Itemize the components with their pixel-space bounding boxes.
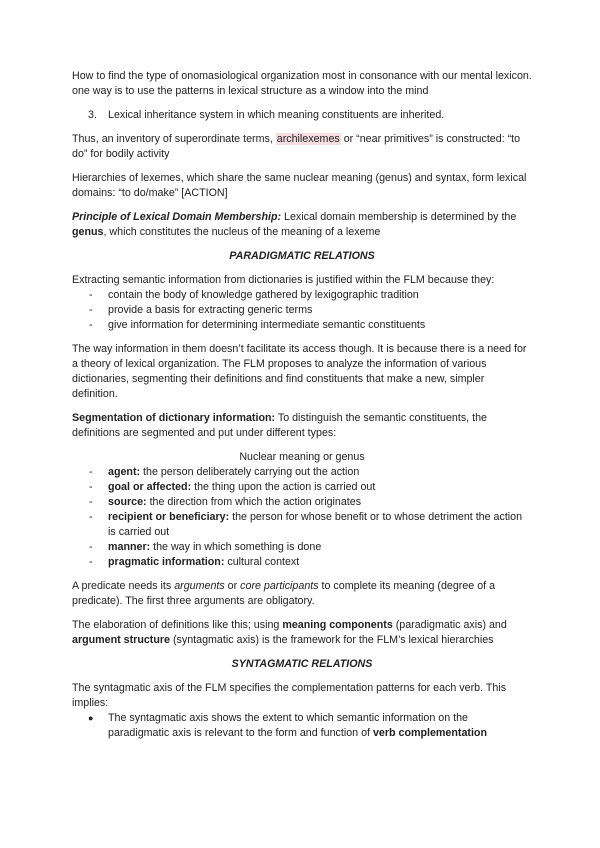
dash-marker: - [89,496,93,508]
syntagmatic-paragraph: The syntagmatic axis of the FLM specifies the complementation patterns for each verb. This implies: [72,682,507,709]
constituent-term: manner: [108,541,151,553]
document-body [72,69,532,741]
constituent-description: cultural context [224,556,300,568]
text-run: To distinguish the semantic constituents, the definitions are segmented and put under different types: [72,412,487,439]
constituent-term: source: [108,496,147,508]
segmentation-paragraph [72,411,532,441]
constituent-description: the direction from which the action originates [146,496,362,508]
text-run: , which constitutes the nucleus of the meaning of a lexeme [103,226,381,238]
constituent-term: agent: [108,466,141,478]
numbered-item [72,108,532,123]
dash-marker: - [89,511,93,523]
bullet-marker: ● [88,713,94,723]
constituent-description: the person deliberately carrying out the action [140,466,360,478]
archilexemes-paragraph [72,132,532,162]
list-item [72,318,532,333]
nuclear-meaning-line: Nuclear meaning or genus [239,451,365,463]
list-item-text: provide a basis for extracting generic terms [108,304,313,316]
syntagmatic-bullet-list [72,711,532,741]
dash-marker: - [89,304,93,316]
text-run: (paradigmatic axis) and [392,619,507,631]
constituent-types-list [72,465,532,570]
text-run: Thus, an inventory of superordinate terms, [72,133,276,145]
list-item [72,288,532,303]
list-item [72,303,532,318]
list-item-text: contain the body of knowledge gathered by lexigographic tradition [108,289,419,301]
text-run: The elaboration of definitions like this; using [72,619,283,631]
dash-marker: - [89,481,93,493]
constituent-term: goal or affected: [108,481,192,493]
text-run: or “near primitives” is constructed: “to do” for bodily activity [72,133,521,160]
information-access-paragraph: The way information in them doesn’t facilitate its access though. It is because there is a need for a theory of lexical organization. The FLM proposes to analyze the information of various dictionaries, segmenting their definitions and find constituents that make a new, simpler definition. [72,343,527,400]
highlighted-term: archilexemes [276,133,340,145]
constituent-term: pragmatic information: [108,556,225,568]
dash-marker: - [89,289,93,301]
constituent-description: the person for whose benefit or to whose detriment the action is carried out [108,511,523,538]
text-run: A predicate needs its [72,580,175,592]
text-run: (syntagmatic axis) is the framework for the FLM’s lexical hierarchies [170,634,494,646]
principle-label: Principle of Lexical Domain Membership: [72,211,282,223]
list-item-text: give information for determining intermediate semantic constituents [108,319,426,331]
list-item [72,480,532,495]
dash-marker: - [89,556,93,568]
item-number: 3. [88,109,97,121]
bold-term: genus [72,226,104,238]
hierarchies-paragraph: Hierarchies of lexemes, which share the same nuclear meaning (genus) and syntax, form lexical domains: “to do/make” [ACTION] [72,172,527,199]
italic-term: core participants [240,580,319,592]
dash-marker: - [89,466,93,478]
list-item [72,465,532,480]
italic-term: arguments [174,580,225,592]
list-item [72,540,532,555]
section-heading-paradigmatic: PARADIGMATIC RELATIONS [229,250,375,262]
segmentation-label: Segmentation of dictionary information: [72,412,276,424]
extracting-paragraph: Extracting semantic information from dictionaries is justified within the FLM because they: [72,274,495,286]
constituent-term: recipient or beneficiary: [108,511,230,523]
bold-term: verb complementation [372,727,487,739]
list-item [72,495,532,510]
dash-marker: - [89,319,93,331]
dash-marker: - [89,541,93,553]
text-run: to complete its meaning (degree of a predicate). The first three arguments are obligatory. [72,580,496,607]
predicate-paragraph [72,579,532,609]
bold-term: argument structure [72,634,170,646]
text-run: Lexical domain membership is determined by the [281,211,517,223]
dictionary-reasons-list [72,288,532,333]
list-item [72,510,532,540]
section-heading-syntagmatic: SYNTAGMATIC RELATIONS [231,658,373,670]
elaboration-paragraph [72,618,532,648]
constituent-description: the thing upon the action is carried out [191,481,376,493]
principle-paragraph [72,210,532,240]
constituent-description: the way in which something is done [150,541,322,553]
list-item [72,711,532,741]
list-item-text: The syntagmatic axis shows the extent to which semantic information on the paradigmatic axis is relevant to the form and function of [108,712,468,739]
item-text: Lexical inheritance system in which meaning constituents are inherited. [108,109,445,121]
list-item [72,555,532,570]
bold-term: meaning components [282,619,393,631]
text-run: or [224,580,241,592]
intro-paragraph: How to find the type of onomasiological organization most in consonance with our mental lexicon. one way is to use the patterns in lexical structure as a window into the mind [72,70,532,97]
